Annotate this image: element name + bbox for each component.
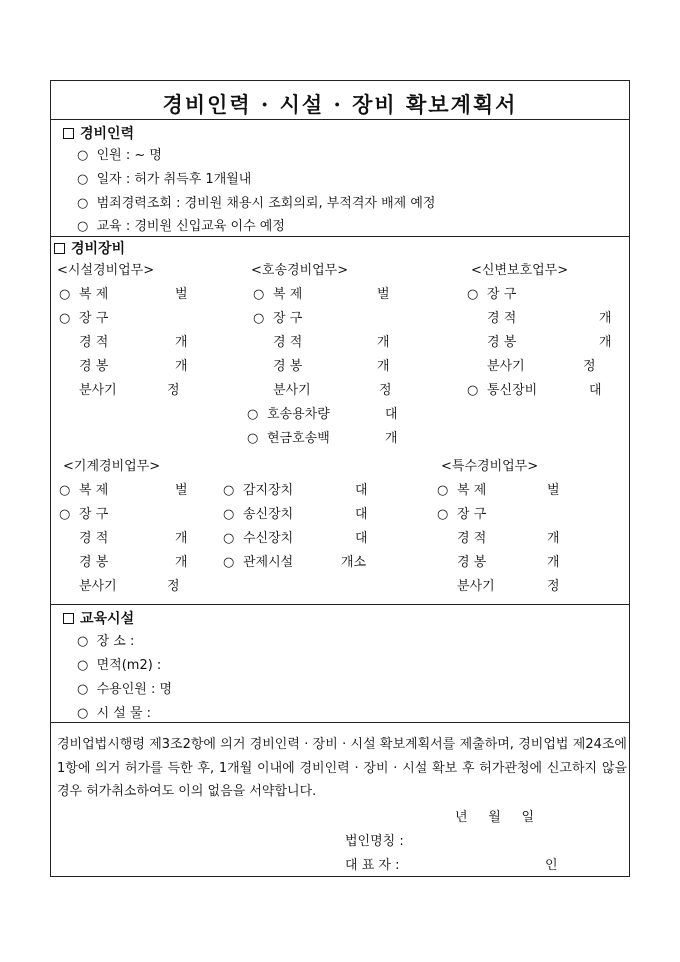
machine-item-unit: 개 [175, 531, 188, 546]
bullet-icon: ○ [437, 507, 449, 522]
special-item-label: 경 봉 [457, 555, 487, 570]
machine-item-unit: 개 [175, 555, 188, 570]
machine-header: <기계경비업무> [63, 459, 161, 474]
bodyguard-item-label: 분사기 [487, 359, 525, 374]
checkbox-icon [63, 128, 74, 139]
machine-device-label: 감지장치 [243, 483, 294, 498]
checkbox-icon [54, 243, 65, 254]
machine-item-label: 분사기 [79, 579, 117, 594]
facility-item-label: 분사기 [79, 383, 117, 398]
machine-device-unit: 대 [355, 483, 368, 498]
machine-item-label: 경 적 [79, 531, 109, 546]
bullet-icon: ○ [59, 287, 71, 302]
machine-item-label: 복 제 [79, 483, 109, 498]
bodyguard-item-unit: 개 [599, 335, 612, 350]
escort-header: <호송경비업무> [251, 263, 349, 278]
bullet-icon: ○ [59, 483, 71, 498]
escort-extra-unit: 개 [385, 431, 398, 446]
facility-item-unit: 개 [175, 335, 188, 350]
checkbox-icon [63, 613, 74, 624]
escort-extra-label: 현금호송백 [267, 431, 330, 446]
list-item: ○ 교육 : 경비원 신입교육 이수 예정 [77, 219, 285, 234]
personnel-heading-text: 경비인력 [80, 126, 135, 142]
divider [51, 722, 629, 723]
bullet-icon: ○ [253, 311, 265, 326]
list-item: ○ 장 소 : [77, 634, 135, 649]
list-item: ○ 인원 : ~ 명 [77, 148, 162, 163]
divider [51, 604, 629, 605]
machine-item-unit: 정 [167, 579, 180, 594]
special-header: <특수경비업무> [441, 459, 539, 474]
facility-item-unit: 정 [167, 383, 180, 398]
facility-item-unit: 벌 [175, 287, 188, 302]
education-heading [63, 608, 134, 628]
machine-item-label: 장 구 [79, 507, 109, 522]
bodyguard-item-unit: 개 [599, 311, 612, 326]
representative-label: 대 표 자 : [345, 858, 400, 873]
bullet-icon: ○ [247, 407, 259, 422]
escort-item-unit: 벌 [377, 287, 390, 302]
education-heading-text: 교육시설 [80, 611, 135, 627]
facility-item-label: 장 구 [79, 311, 109, 326]
bullet-icon: ○ [223, 483, 235, 498]
special-item-label: 분사기 [457, 579, 495, 594]
bodyguard-header: <신변보호업무> [471, 263, 569, 278]
list-item: ○ 수용인원 : 명 [77, 682, 173, 697]
equipment-heading [54, 238, 125, 258]
declaration-text: 경비업법시행령 제3조2항에 의거 경비인력 · 장비 · 시설 확보계획서를 제출하며, 경비업법 제24조에1항에 의거 허가를 득한 후, 1개월 이내에 경비인력 · 장비 · 시설 확보 후 허가관청에 신고하지 않을 경우 허가취소하여도 이의 없음을 서약합니다. [57, 737, 627, 799]
bodyguard-item-label: 통신장비 [487, 383, 538, 398]
bullet-icon: ○ [253, 287, 265, 302]
bullet-icon: ○ [247, 431, 259, 446]
machine-device-label: 송신장치 [243, 507, 294, 522]
facility-item-label: 경 봉 [79, 359, 109, 374]
escort-extra-label: 호송용차량 [267, 407, 330, 422]
special-item-label: 경 적 [457, 531, 487, 546]
divider [51, 236, 629, 237]
special-item-unit: 정 [547, 579, 560, 594]
list-item: ○ 범죄경력조회 : 경비원 채용시 조회의뢰, 부적격자 배제 예정 [77, 196, 436, 211]
escort-extra-unit: 대 [385, 407, 398, 422]
machine-device-unit: 대 [355, 507, 368, 522]
escort-item-unit: 개 [377, 335, 390, 350]
seal-mark: 인 [545, 858, 558, 873]
list-item: ○ 일자 : 허가 취득후 1개월내 [77, 172, 252, 187]
facility-item-unit: 개 [175, 359, 188, 374]
date-line: 년 월 일 [455, 810, 534, 825]
bullet-icon: ○ [467, 287, 479, 302]
bullet-icon: ○ [59, 507, 71, 522]
personnel-heading [63, 123, 134, 143]
machine-device-unit: 개소 [341, 555, 367, 570]
bullet-icon: ○ [223, 507, 235, 522]
facility-item-label: 복 제 [79, 287, 109, 302]
bullet-icon: ○ [437, 483, 449, 498]
facility-item-label: 경 적 [79, 335, 109, 350]
machine-device-label: 수신장치 [243, 531, 294, 546]
bodyguard-item-unit: 대 [589, 383, 602, 398]
escort-item-label: 분사기 [273, 383, 311, 398]
equipment-heading-text: 경비장비 [71, 241, 126, 257]
special-item-unit: 개 [547, 531, 560, 546]
bullet-icon: ○ [223, 555, 235, 570]
special-item-label: 장 구 [457, 507, 487, 522]
divider [51, 119, 629, 120]
bullet-icon: ○ [467, 383, 479, 398]
bodyguard-item-label: 장 구 [487, 287, 517, 302]
escort-item-label: 장 구 [273, 311, 303, 326]
bullet-icon: ○ [223, 531, 235, 546]
bullet-icon: ○ [59, 311, 71, 326]
machine-item-unit: 벌 [175, 483, 188, 498]
machine-device-label: 관제시설 [243, 555, 294, 570]
machine-item-label: 경 봉 [79, 555, 109, 570]
escort-item-label: 복 제 [273, 287, 303, 302]
company-name-label: 법인명칭 : [345, 834, 404, 849]
facility-header: <시설경비업무> [57, 263, 155, 278]
plan-form [50, 80, 630, 877]
escort-item-label: 경 봉 [273, 359, 303, 374]
bodyguard-item-label: 경 봉 [487, 335, 517, 350]
escort-item-unit: 개 [377, 359, 390, 374]
special-item-unit: 개 [547, 555, 560, 570]
list-item: ○ 시 설 물 : [77, 706, 152, 721]
machine-device-unit: 대 [355, 531, 368, 546]
escort-item-label: 경 적 [273, 335, 303, 350]
bodyguard-item-unit: 정 [583, 359, 596, 374]
escort-item-unit: 정 [379, 383, 392, 398]
list-item: ○ 면적(m2) : [77, 658, 162, 673]
special-item-unit: 벌 [547, 483, 560, 498]
document-title: 경비인력 · 시설 · 장비 확보계획서 [162, 92, 518, 117]
special-item-label: 복 제 [457, 483, 487, 498]
bodyguard-item-label: 경 적 [487, 311, 517, 326]
